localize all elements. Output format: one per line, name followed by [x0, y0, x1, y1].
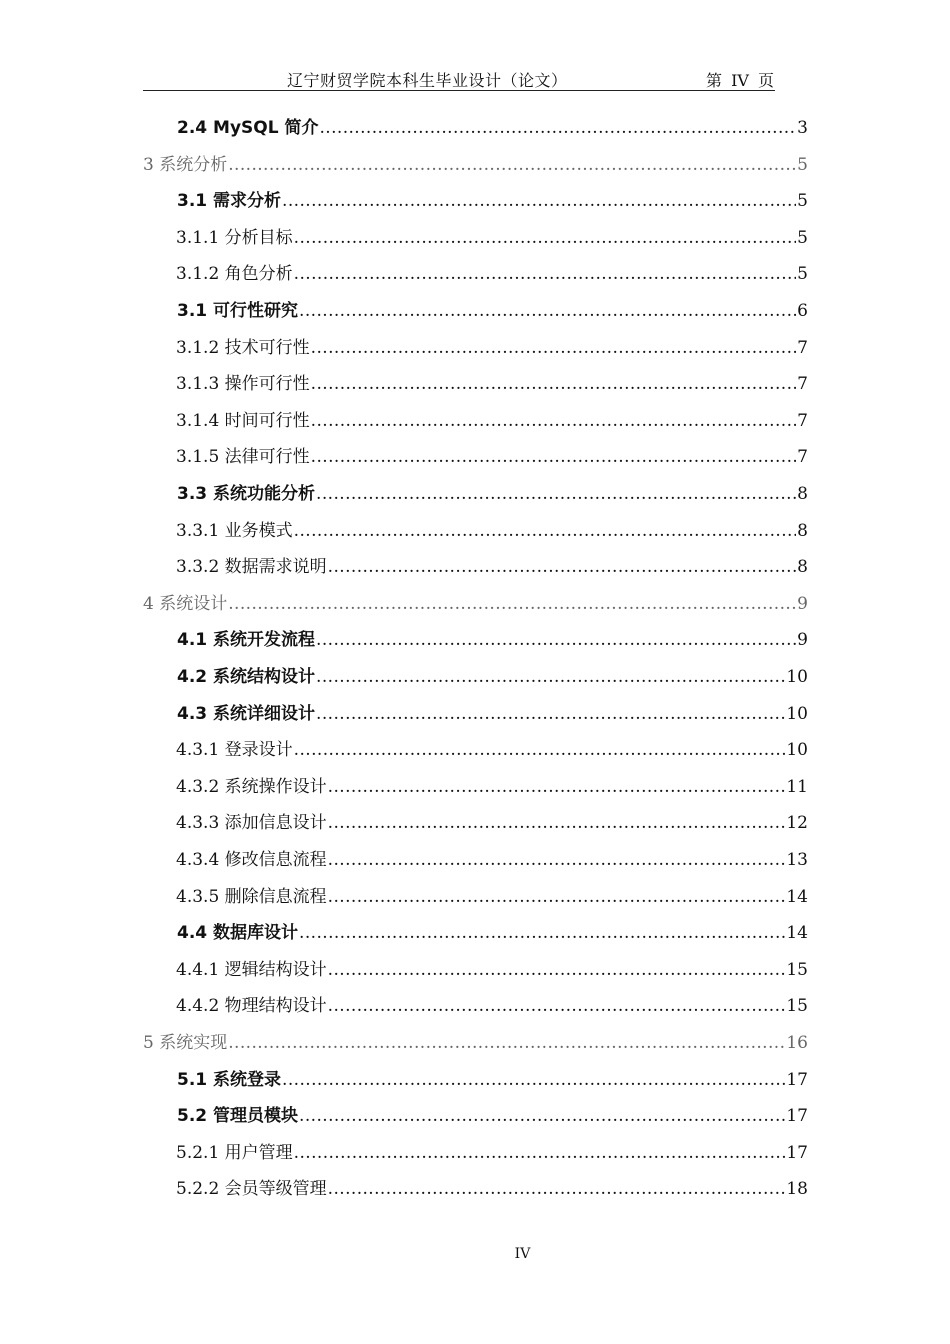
toc-dot-leader	[294, 220, 797, 256]
header-page-label: 第 IV 页	[706, 71, 775, 90]
toc-entry-title: 3.1.3 操作可行性	[176, 374, 310, 395]
toc-entry[interactable]	[176, 513, 808, 549]
toc-dot-leader	[299, 1098, 785, 1134]
toc-entry[interactable]	[177, 1098, 808, 1134]
toc-entry-page: 8	[797, 557, 808, 578]
toc-entry-page: 18	[786, 1179, 808, 1200]
toc-entry[interactable]	[177, 183, 808, 219]
toc-dot-leader	[328, 988, 786, 1024]
toc-dot-leader	[316, 622, 796, 658]
toc-entry-page: 15	[786, 959, 808, 980]
toc-entry-page: 10	[786, 667, 808, 687]
toc-entry[interactable]	[177, 622, 808, 658]
toc-dot-leader	[294, 732, 786, 768]
toc-entry-page: 7	[797, 374, 808, 395]
toc-dot-leader	[328, 952, 786, 988]
toc-entry-page: 5	[797, 191, 808, 212]
toc-dot-leader	[299, 915, 785, 951]
toc-entry[interactable]	[176, 366, 808, 402]
toc-entry[interactable]	[176, 769, 808, 805]
toc-dot-leader	[328, 879, 786, 915]
toc-entry-page: 10	[786, 703, 808, 724]
toc-entry-page: 11	[786, 776, 808, 797]
toc-entry[interactable]	[176, 330, 808, 366]
toc-entry-title: 5.2.1 用户管理	[176, 1142, 293, 1163]
toc-entry-page: 17	[786, 1069, 808, 1090]
toc-entry-page: 14	[786, 886, 808, 907]
toc-entry[interactable]	[177, 915, 808, 951]
toc-entry-title: 4 系统设计	[143, 593, 228, 614]
toc-entry[interactable]	[143, 1025, 808, 1061]
toc-entry[interactable]	[177, 659, 808, 695]
toc-entry[interactable]	[143, 586, 808, 622]
toc-entry-title: 5.2.2 会员等级管理	[176, 1179, 327, 1200]
toc-dot-leader	[228, 147, 796, 183]
toc-entry[interactable]	[176, 439, 808, 475]
toc-entry-page: 5	[797, 264, 808, 285]
toc-entry-page: 8	[797, 484, 808, 504]
footer-page-number: IV	[514, 1246, 531, 1262]
header-divider	[143, 90, 775, 91]
toc-dot-leader	[328, 1171, 786, 1207]
toc-entry[interactable]	[176, 1135, 808, 1171]
toc-dot-leader	[316, 476, 796, 512]
toc-entry-page: 6	[797, 301, 808, 321]
toc-entry-page: 14	[786, 923, 808, 944]
toc-entry-title: 4.1 系统开发流程	[177, 630, 316, 651]
toc-entry-title: 4.2 系统结构设计	[177, 667, 316, 687]
toc-entry-title: 4.4 数据库设计	[177, 923, 299, 944]
toc-entry-title: 4.3.3 添加信息设计	[176, 813, 327, 834]
toc-entry-title: 3.3.1 业务模式	[176, 520, 293, 541]
toc-entry[interactable]	[176, 1171, 808, 1207]
toc-entry-page: 9	[797, 630, 808, 651]
header-title: 辽宁财贸学院本科生毕业设计（论文）	[287, 71, 568, 90]
toc-dot-leader	[228, 586, 796, 622]
toc-dot-leader	[311, 439, 797, 475]
toc-entry-page: 16	[786, 1033, 808, 1053]
toc-dot-leader	[294, 1135, 786, 1171]
toc-dot-leader	[328, 549, 797, 585]
toc-entry-page: 10	[786, 740, 808, 761]
toc-entry-title: 3.3 系统功能分析	[177, 484, 316, 504]
toc-entry[interactable]	[176, 256, 808, 292]
toc-entry[interactable]	[176, 879, 808, 915]
toc-entry[interactable]	[177, 110, 808, 146]
toc-entry-title: 3.3.2 数据需求说明	[176, 557, 327, 578]
toc-entry-page: 5	[797, 154, 808, 175]
toc-entry-title: 4.3.1 登录设计	[176, 740, 293, 761]
toc-entry-title: 4.3 系统详细设计	[177, 703, 316, 724]
toc-entry-title: 5.1 系统登录	[177, 1069, 282, 1090]
toc-entry-title: 3.1.1 分析目标	[176, 227, 293, 248]
toc-dot-leader	[311, 403, 797, 439]
toc-entry-title: 3.1.5 法律可行性	[176, 447, 310, 468]
toc-dot-leader	[319, 110, 796, 146]
toc-entry-title: 3.1 可行性研究	[177, 301, 299, 321]
toc-dot-leader	[282, 183, 796, 219]
toc-entry-title: 4.3.5 删除信息流程	[176, 886, 327, 907]
toc-entry-page: 7	[797, 447, 808, 468]
toc-entry-page: 13	[786, 850, 808, 870]
toc-entry[interactable]	[176, 220, 808, 256]
toc-entry-title: 3.1.4 时间可行性	[176, 410, 310, 431]
toc-entry[interactable]	[177, 1062, 808, 1098]
toc-entry-title: 3.1 需求分析	[177, 191, 282, 212]
toc-entry-title: 3.1.2 角色分析	[176, 264, 293, 285]
toc-dot-leader	[294, 256, 797, 292]
toc-entry[interactable]	[176, 842, 808, 878]
toc-entry[interactable]	[176, 403, 808, 439]
toc-entry-title: 5.2 管理员模块	[177, 1106, 299, 1127]
toc-entry[interactable]	[177, 696, 808, 732]
toc-dot-leader	[294, 513, 797, 549]
toc-entry-page: 15	[786, 996, 808, 1017]
toc-dot-leader	[328, 842, 786, 878]
toc-entry-page: 7	[797, 337, 808, 358]
toc-entry-page: 9	[797, 593, 808, 614]
toc-entry-title: 4.3.2 系统操作设计	[176, 776, 327, 797]
toc-entry-title: 2.4 MySQL 简介	[177, 118, 319, 138]
toc-entry-title: 4.4.2 物理结构设计	[176, 996, 327, 1017]
toc-entry-title: 3 系统分析	[143, 154, 228, 175]
toc-dot-leader	[299, 293, 796, 329]
toc-dot-leader	[311, 330, 797, 366]
toc-entry-page: 12	[786, 813, 808, 834]
toc-dot-leader	[316, 696, 785, 732]
toc-entry[interactable]	[177, 476, 808, 512]
toc-entry[interactable]	[176, 732, 808, 768]
toc-dot-leader	[228, 1025, 785, 1061]
toc-dot-leader	[316, 659, 785, 695]
toc-entry[interactable]	[176, 988, 808, 1024]
toc-entry[interactable]	[143, 147, 808, 183]
toc-entry-title: 3.1.2 技术可行性	[176, 337, 310, 358]
toc-entry[interactable]	[176, 549, 808, 585]
toc-dot-leader	[328, 769, 786, 805]
toc-entry-title: 4.4.1 逻辑结构设计	[176, 959, 327, 980]
toc-entry[interactable]	[176, 805, 808, 841]
toc-entry-title: 4.3.4 修改信息流程	[176, 850, 327, 870]
toc-dot-leader	[311, 366, 797, 402]
toc-dot-leader	[328, 805, 786, 841]
toc-entry[interactable]	[177, 293, 808, 329]
toc-dot-leader	[282, 1062, 785, 1098]
toc-entry-page: 17	[786, 1142, 808, 1163]
toc-entry-title: 5 系统实现	[143, 1033, 228, 1053]
toc-entry-page: 5	[797, 227, 808, 248]
toc-entry-page: 3	[797, 118, 808, 138]
toc-entry[interactable]	[176, 952, 808, 988]
toc-entry-page: 8	[797, 520, 808, 541]
toc-entry-page: 17	[786, 1106, 808, 1127]
toc-entry-page: 7	[797, 410, 808, 431]
